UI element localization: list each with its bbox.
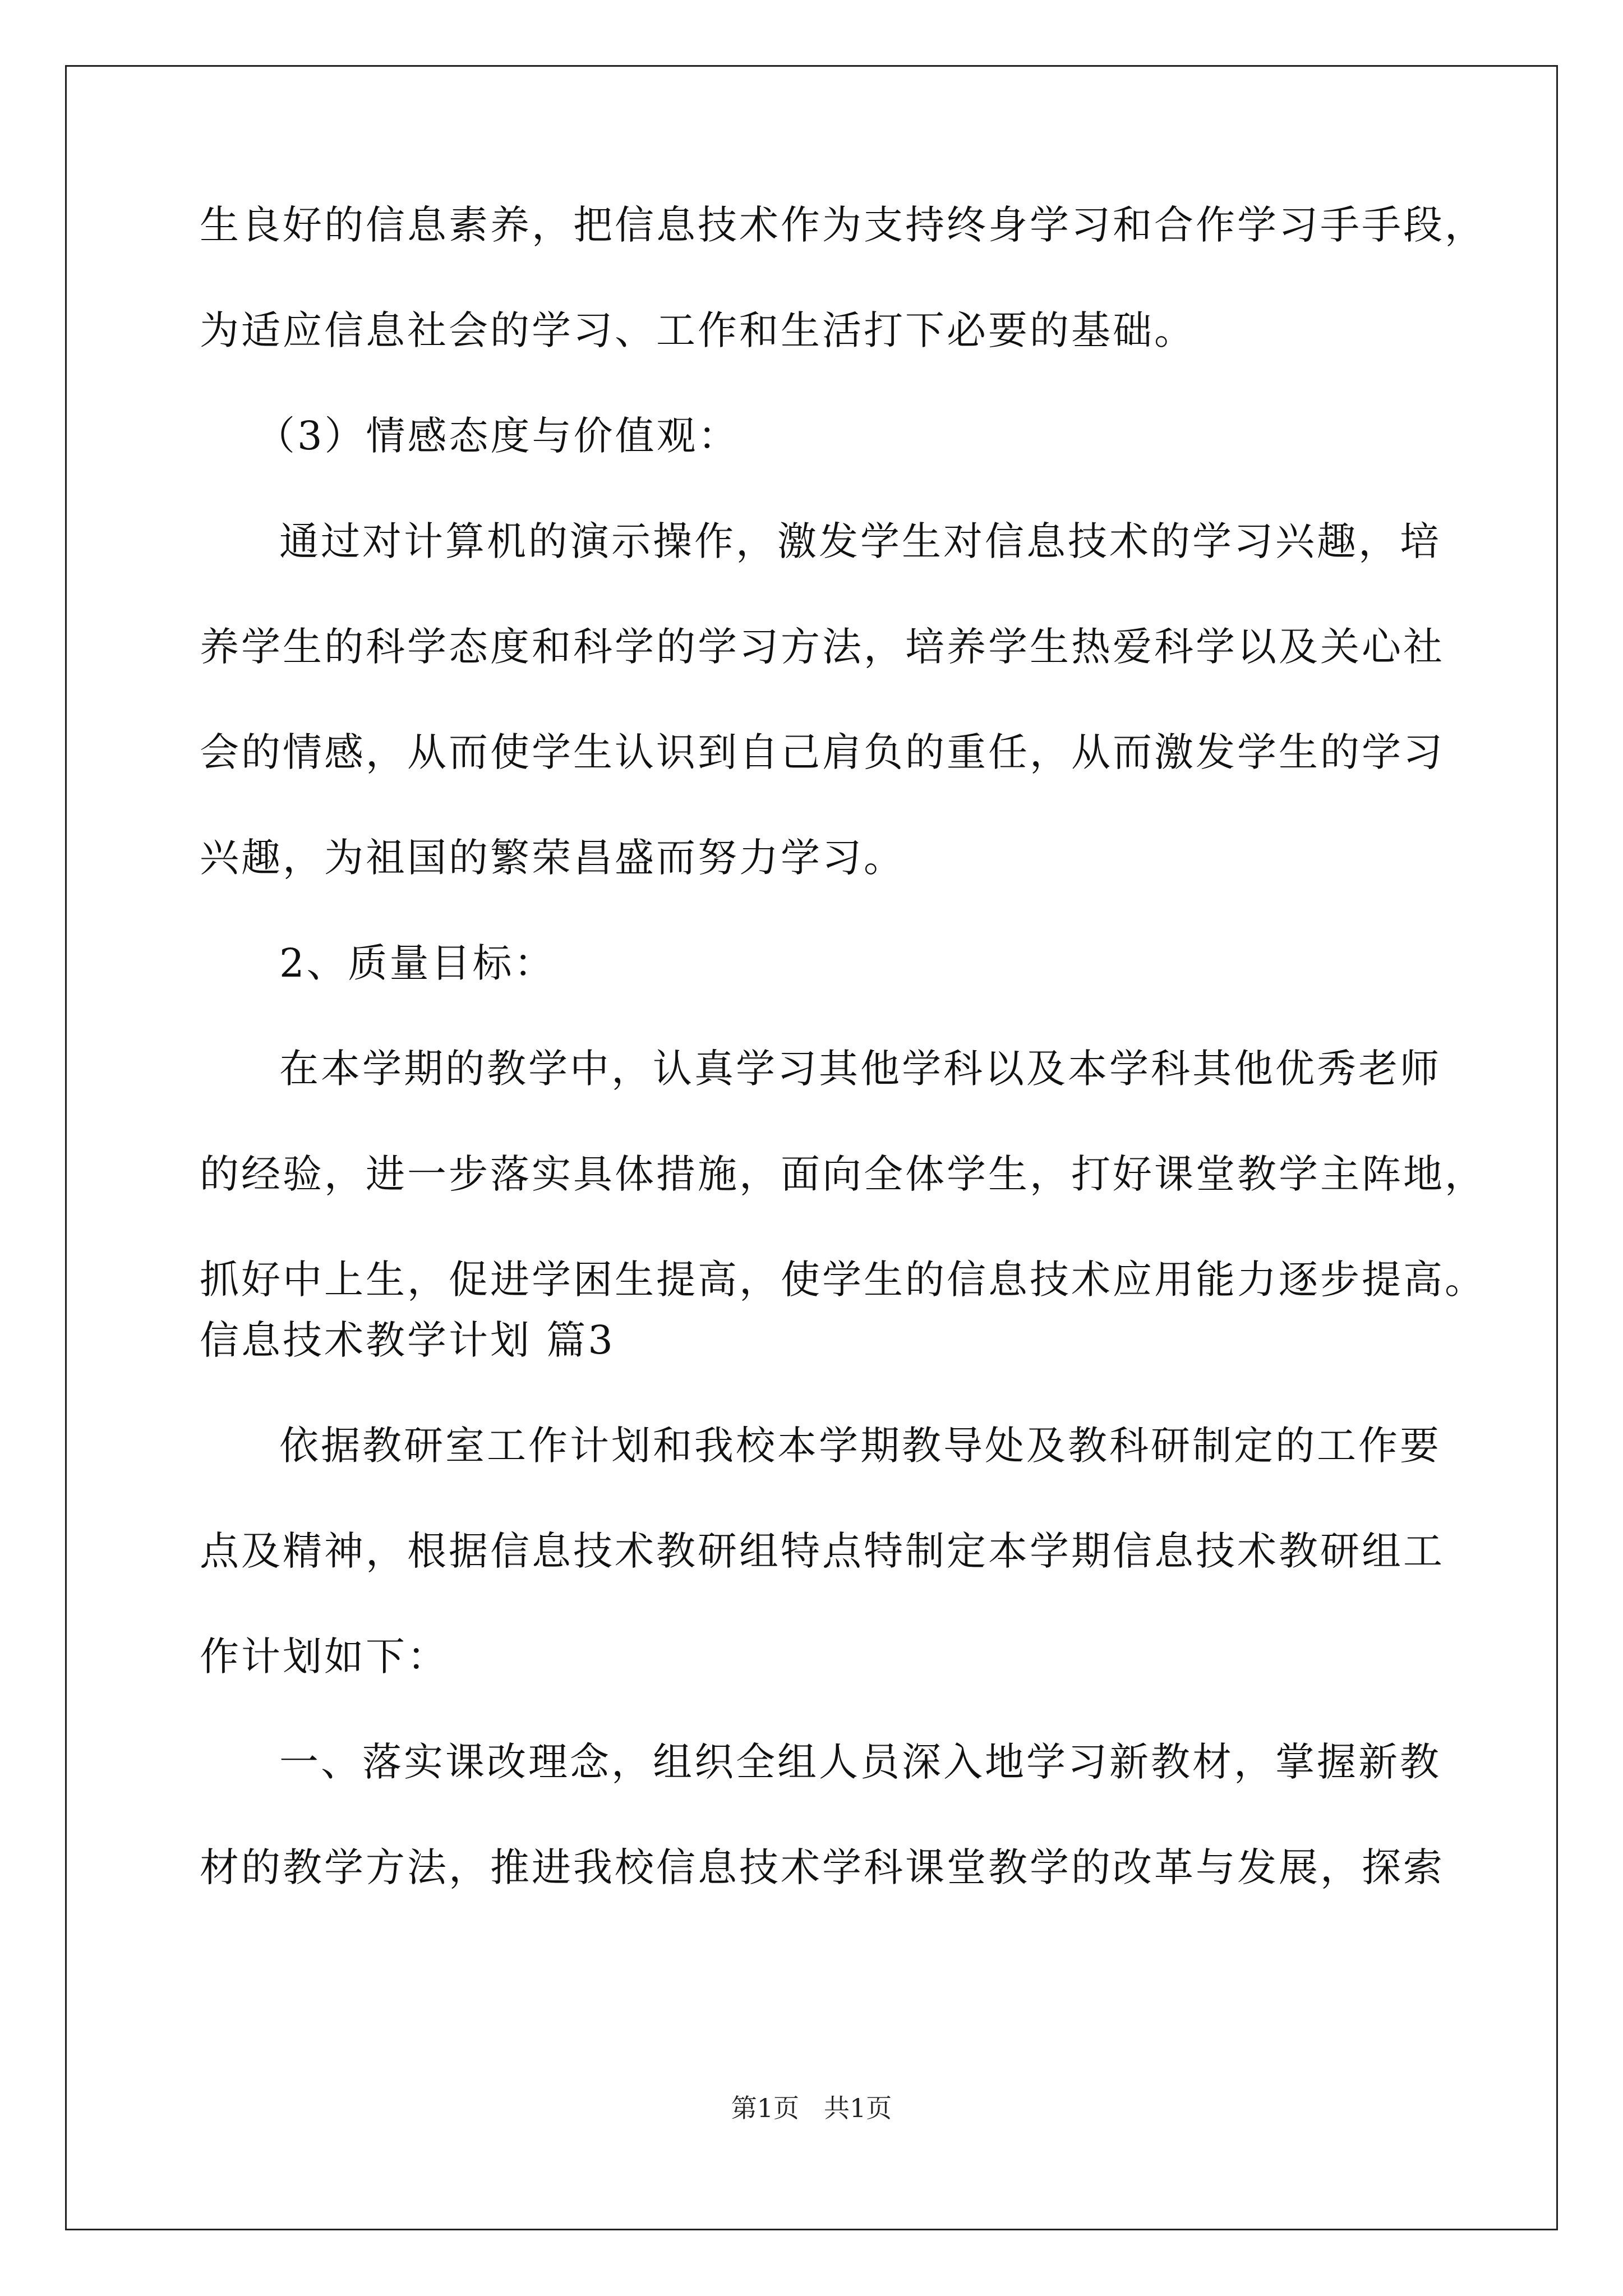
paragraph-line: 一、落实课改理念，组织全组人员深入地学习新教材，掌握新教	[279, 1739, 1441, 1785]
paragraph-line: 会的情感，从而使学生认识到自己肩负的重任，从而激发学生的学习	[200, 729, 1445, 775]
paragraph-line: 养学生的科学态度和科学的学习方法，培养学生热爱科学以及关心社	[200, 624, 1445, 670]
page-total: 共1页	[824, 2093, 892, 2123]
page-footer	[0, 2091, 1623, 2125]
paragraph-line: 兴趣，为祖国的繁荣昌盛而努力学习。	[200, 835, 905, 881]
paragraph-line: 为适应信息社会的学习、工作和生活打下必要的基础。	[200, 307, 1196, 353]
paragraph-line: 材的教学方法，推进我校信息技术学科课堂教学的改革与发展，探索	[200, 1844, 1445, 1890]
paragraph-line: 在本学期的教学中，认真学习其他学科以及本学科其他优秀老师	[279, 1046, 1441, 1092]
paragraph-line: 点及精神，根据信息技术教研组特点特制定本学期信息技术教研组工	[200, 1528, 1445, 1574]
document-body	[200, 199, 1486, 1894]
paragraph-line: 作计划如下：	[200, 1634, 449, 1680]
paragraph-line: 抓好中上生，促进学困生提高，使学生的信息技术应用能力逐步提高。	[200, 1257, 1486, 1303]
paragraph-line: 的经验，进一步落实具体措施，面向全体学生，打好课堂教学主阵地，	[200, 1151, 1486, 1197]
page-number: 第1页	[731, 2093, 799, 2123]
section-heading: （3）情感态度与价值观：	[256, 413, 740, 459]
chapter-title: 信息技术教学计划 篇3	[200, 1317, 615, 1363]
paragraph-line: 生良好的信息素养，把信息技术作为支持终身学习和合作学习手手段，	[200, 202, 1486, 248]
paragraph-line: 通过对计算机的演示操作，激发学生对信息技术的学习兴趣，培	[279, 518, 1441, 564]
paragraph-line: 依据教研室工作计划和我校本学期教导处及教科研制定的工作要	[279, 1423, 1441, 1469]
section-heading: 2、质量目标：	[279, 940, 556, 986]
